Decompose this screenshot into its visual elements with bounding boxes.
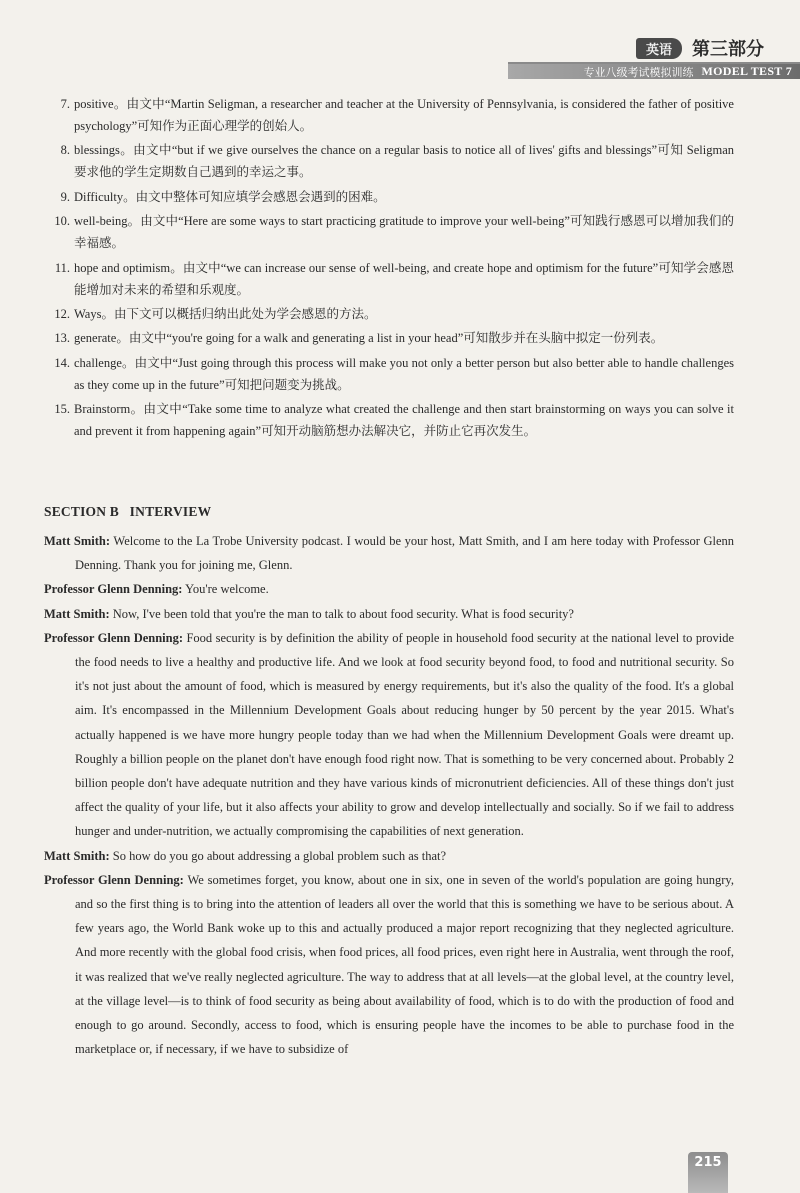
answer-text: positive。由文中“Martin Seligman, a researcher and teacher at the University of Pennsylvania, is considered the father of positive psychology”可知作为正面心理学的创始人。 — [74, 97, 734, 133]
answer-item — [44, 139, 734, 183]
interview-turn — [44, 577, 734, 601]
turn-text: We sometimes forget, you know, about one in six, one in seven of the world's population are going hungry, and so the first thing is to bring into the attention of leaders all over the world that this is something we have to be serious about. A few years ago, the World Bank woke up to this and actually produced a major report recognizing that they neglected agriculture. And more recently with the global food crisis, when food prices, all food prices, even right here in Australia, went through the roof, it was realized that we've really neglected agriculture. The way to address that at all levels—at the global level, at the country level, at the village level—is to think of food security as being about availability of food, which is to do with the production of food and enough to go around. Secondly, access to food, which is ensuring people have the incomes to be able to purchase food in the marketplace or, if necessary, if we have to subsidize of — [75, 872, 734, 1057]
interview-transcript — [44, 529, 734, 1061]
turn-text: Welcome to the La Trobe University podcast. I would be your host, Matt Smith, and I am here today with Professor Glenn Denning. Thank you for joining me, Glenn. — [75, 534, 734, 573]
answer-item — [44, 352, 734, 396]
interview-turn — [44, 844, 734, 868]
answer-item — [44, 398, 734, 442]
answer-item — [44, 303, 734, 325]
answer-item — [44, 186, 734, 208]
answer-number: 9. — [60, 189, 70, 204]
answer-text: challenge。由文中“Just going through this process will make you not only a better person but also better able to handle challenges as they come up in the future”可知把问题变为挑战。 — [74, 355, 734, 392]
answer-number: 8. — [60, 143, 70, 158]
speaker-name: Professor Glenn Denning: — [44, 630, 184, 645]
speaker-name: Matt Smith: — [44, 534, 111, 548]
answer-text: blessings。由文中“but if we give ourselves the chance on a regular basis to notice all of lives' gifts and blessings”可知 Seligman 要求他的学生定期数自己遇到的幸运之事。 — [74, 143, 734, 180]
answer-item — [44, 327, 734, 349]
part-title: 第三部分 — [692, 39, 764, 60]
answer-number: 11. — [54, 260, 70, 275]
answer-text: Ways。由下文可以概括归纳出此处为学会感恩的方法。 — [74, 306, 377, 321]
turn-text: Food security is by definition the ability of people in household food security at the national level to provide the food needs to live a healthy and productive life. And we look at food security beyond food, to food and nutritional security. So it's not just about the amount of food, which is measured by energy requirements, but it's also the quality of the food. It's a global aim. It's encompassed in the Millennium Development Goals about reducing hunger by 50 percent by the year 2015. What's actually happened is we have more hungry people today than we had when the Millennium Development Goals were dreamt up. Roughly a billion people on the planet don't have enough food right now. That is something to be very concerned about. Probably 2 billion people don't have adequate nutrition and they have various kinds of micronutrient deficiencies. All of these things don't just affect the quality of your life, but it also affects your ability to grow and develop intellectually and socially. So if we fail to address hunger and under-nutrition, we actually compromising the capabilities of next generation. — [75, 630, 735, 839]
speaker-name: Professor Glenn Denning: — [44, 872, 184, 887]
answer-number: 15. — [54, 402, 70, 417]
turn-text: You're welcome. — [185, 582, 269, 597]
page-number: 215 — [694, 1155, 722, 1170]
answer-item — [44, 210, 734, 254]
answer-text: well-being。由文中“Here are some ways to start practicing gratitude to improve your well-being”可知践行感恩可以增加我们的幸福感。 — [74, 214, 734, 251]
model-test-label: MODEL TEST 7 — [701, 64, 792, 78]
answer-text: Difficulty。由文中整体可知应填学会感恩会遇到的困难。 — [74, 189, 386, 204]
answer-item — [44, 257, 734, 301]
answer-number: 13. — [54, 331, 70, 346]
page-header — [500, 36, 800, 82]
answer-item — [44, 93, 734, 137]
answer-number: 12. — [54, 306, 70, 321]
answer-number: 14. — [54, 355, 70, 370]
answer-text: generate。由文中“you're going for a walk and generating a list in your head”可知散步并在头脑中拟定一份列表。 — [74, 331, 664, 346]
header-title-row — [636, 36, 764, 60]
header-subtitle: 专业八级考试模拟训练 — [583, 65, 694, 79]
answer-number: 7. — [60, 97, 70, 111]
speaker-name: Matt Smith: — [44, 606, 110, 621]
answer-list — [44, 93, 734, 445]
header-bar — [508, 62, 800, 79]
interview-turn — [44, 868, 734, 1062]
page-number-tab — [688, 1152, 728, 1193]
answer-text: hope and optimism。由文中“we can increase our sense of well-being, and create hope and optimism for the future”可知学会感恩能增加对未来的希望和乐观度。 — [74, 260, 734, 297]
interview-turn — [44, 626, 734, 844]
answer-number: 10. — [54, 214, 70, 229]
speaker-name: Matt Smith: — [44, 848, 110, 863]
speaker-name: Professor Glenn Denning: — [44, 582, 183, 597]
subject-tag: 英语 — [636, 38, 682, 59]
turn-text: So how do you go about addressing a global problem such as that? — [112, 848, 447, 863]
section-title: SECTION B INTERVIEW — [44, 504, 212, 519]
interview-turn — [44, 602, 734, 626]
interview-turn — [44, 529, 734, 577]
turn-text: Now, I've been told that you're the man to talk to about food security. What is food security? — [112, 606, 574, 621]
answer-text: Brainstorm。由文中“Take some time to analyze what created the challenge and then start brainstorming on ways you can solve it and prevent it from happening again”可知开动脑筋想办法解决它，并防止它再次发生。 — [74, 402, 734, 439]
